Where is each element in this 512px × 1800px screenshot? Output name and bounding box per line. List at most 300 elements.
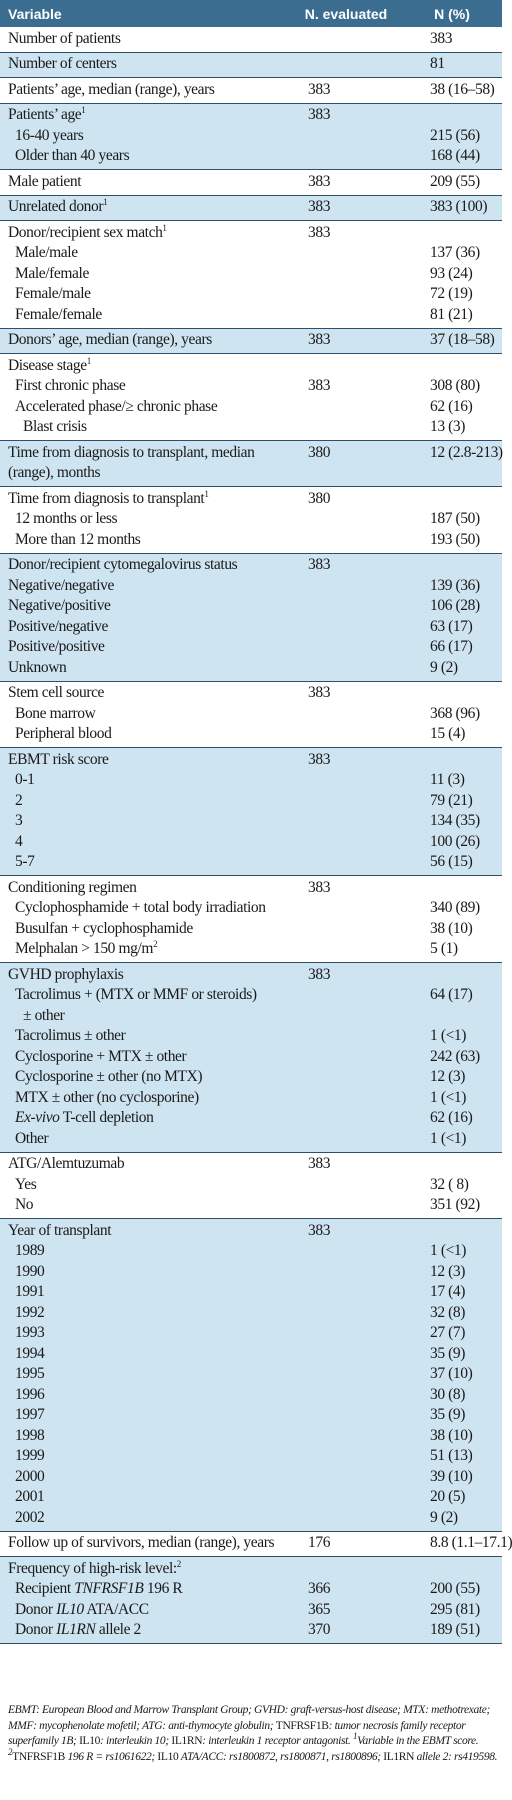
table-row — [0, 1487, 502, 1508]
footnote-marker: 1 — [86, 355, 91, 366]
row-n-evaluated — [304, 530, 388, 554]
table-row — [0, 637, 502, 658]
row-label-italic: TNFRSF1B — [74, 1580, 144, 1597]
table-row — [0, 103, 502, 126]
row-n-evaluated — [304, 1467, 388, 1488]
row-n-percent: 37 (10) — [388, 1364, 502, 1385]
row-n-percent: 139 (36) — [388, 576, 502, 597]
table-row — [0, 417, 502, 441]
row-label: Male patient — [8, 172, 82, 190]
row-n-evaluated — [304, 1487, 388, 1508]
row-n-percent: 383 (100) — [388, 195, 502, 221]
row-label: Number of centers — [8, 55, 117, 72]
row-n-percent: 351 (92) — [430, 1196, 480, 1213]
row-variable — [0, 1446, 304, 1467]
table-row — [0, 704, 502, 725]
row-n-evaluated — [304, 146, 388, 170]
row-label: 1991 — [15, 1283, 45, 1300]
row-label: Time from diagnosis to transplant, median — [8, 443, 255, 461]
row-variable — [0, 243, 304, 264]
row-label: Unknown — [8, 658, 67, 676]
table-row — [0, 243, 502, 264]
row-label: 1993 — [15, 1324, 45, 1341]
row-n-percent: 215 (56) — [388, 126, 502, 147]
row-label: Year of transplant — [8, 1221, 112, 1239]
row-label: Number of patients — [8, 29, 121, 47]
table-row — [0, 441, 502, 464]
row-n-percent: 64 (17) — [388, 985, 502, 1006]
row-n-evaluated — [304, 1426, 388, 1447]
row-variable — [0, 898, 304, 919]
row-n-percent — [388, 1557, 502, 1580]
row-n-percent: 37 (18–58) — [388, 328, 502, 354]
row-n-evaluated — [304, 397, 388, 418]
row-variable — [0, 1219, 304, 1242]
row-n-percent: 62 (16) — [388, 1108, 502, 1129]
row-variable — [0, 1108, 304, 1129]
row-n-percent: 242 (63) — [388, 1047, 502, 1068]
row-label: 2001 — [15, 1488, 45, 1505]
row-n-percent: 368 (96) — [430, 704, 480, 722]
row-n-evaluated — [304, 354, 388, 377]
row-n-evaluated: 383 — [304, 748, 388, 771]
row-n-percent: 9 (2) — [388, 1508, 502, 1532]
table-row — [0, 264, 502, 285]
row-variable — [0, 1047, 304, 1068]
row-n-evaluated — [304, 704, 388, 725]
row-variable — [0, 441, 304, 464]
footnote-text: allele 2: rs419598. — [414, 1750, 498, 1763]
row-variable — [0, 354, 304, 377]
row-variable — [0, 637, 304, 658]
row-n-evaluated: 383 — [304, 195, 388, 221]
row-n-evaluated: 383 — [304, 170, 388, 196]
row-n-evaluated — [304, 1175, 388, 1196]
row-label: Cyclosporine ± other (no MTX) — [15, 1068, 203, 1085]
row-label: 1999 — [15, 1447, 45, 1464]
row-n-percent: 11 (3) — [388, 770, 502, 791]
row-n-evaluated — [304, 1405, 388, 1426]
table-row — [0, 770, 502, 791]
row-label-italic: IL1RN — [56, 1621, 96, 1638]
row-n-percent — [388, 354, 502, 377]
row-n-percent: 38 (10) — [430, 919, 473, 937]
row-variable — [0, 658, 304, 682]
row-n-evaluated: 380 — [304, 441, 388, 464]
row-label: Melphalan > 150 mg/m — [15, 940, 154, 957]
row-label: Patients’ age — [8, 106, 82, 123]
row-n-percent: 30 (8) — [388, 1385, 502, 1406]
table-row — [0, 221, 502, 244]
row-n-percent: 106 (28) — [388, 596, 502, 617]
row-n-evaluated — [304, 264, 388, 285]
row-label: Busulfan + cyclophosphamide — [15, 919, 193, 937]
row-variable — [0, 195, 304, 221]
row-n-evaluated — [304, 1344, 388, 1365]
footnote-marker: 2 — [176, 1558, 181, 1569]
row-n-percent: 308 (80) — [430, 377, 480, 394]
row-variable — [0, 284, 304, 305]
row-n-evaluated — [304, 1129, 388, 1153]
row-label: More than 12 months — [15, 530, 141, 548]
row-variable — [0, 1508, 304, 1532]
row-n-percent: 20 (5) — [388, 1487, 502, 1508]
table-row — [0, 1446, 502, 1467]
row-variable — [0, 770, 304, 791]
row-n-evaluated: 366 — [304, 1579, 388, 1600]
footnote-text: : interleukin 1 receptor antagonist. — [202, 1735, 353, 1747]
row-n-percent: 17 (4) — [388, 1282, 502, 1303]
row-n-evaluated — [304, 1241, 388, 1262]
row-n-percent: 32 ( 8) — [430, 1175, 469, 1193]
footnote-marker: 1 — [103, 196, 108, 207]
row-n-evaluated — [304, 463, 388, 487]
row-label: 196 R — [143, 1580, 183, 1597]
row-variable — [0, 1385, 304, 1406]
row-variable — [0, 530, 304, 554]
table-row — [0, 328, 502, 354]
row-label: Conditioning regimen — [8, 878, 137, 896]
row-n-evaluated — [304, 1067, 388, 1088]
table-row — [0, 1579, 502, 1600]
table-row — [0, 284, 502, 305]
row-n-percent: 81 — [388, 52, 502, 78]
row-n-percent: 35 (9) — [388, 1344, 502, 1365]
row-n-percent: 72 (19) — [430, 285, 473, 302]
row-label: Stem cell source — [8, 684, 105, 701]
row-label: Unrelated donor — [8, 198, 104, 215]
row-variable — [0, 1467, 304, 1488]
row-variable — [0, 1405, 304, 1426]
row-n-evaluated — [304, 596, 388, 617]
row-variable — [0, 1195, 304, 1219]
row-n-evaluated: 383 — [304, 553, 388, 576]
row-label: Female/female — [15, 305, 102, 323]
row-n-percent — [388, 1152, 502, 1175]
row-n-percent: 187 (50) — [430, 510, 480, 527]
row-variable — [0, 1088, 304, 1109]
table-row — [0, 1067, 502, 1088]
row-variable — [0, 963, 304, 986]
row-n-evaluated: 383 — [304, 1152, 388, 1175]
table-row — [0, 1006, 502, 1027]
row-variable — [0, 463, 304, 487]
row-n-percent: 1 (<1) — [388, 1088, 502, 1109]
table-row — [0, 463, 502, 487]
row-n-percent: 38 (16–58) — [388, 78, 502, 104]
table-row — [0, 1557, 502, 1580]
row-label: Follow up of survivors, median (range), years — [8, 1534, 275, 1551]
row-n-evaluated — [304, 126, 388, 147]
row-n-evaluated — [304, 1323, 388, 1344]
row-variable — [0, 1600, 304, 1621]
row-variable — [0, 919, 304, 940]
row-label: Peripheral blood — [15, 725, 112, 742]
row-label: ATG/Alemtuzumab — [8, 1155, 125, 1172]
row-n-evaluated — [304, 1364, 388, 1385]
row-n-percent: 63 (17) — [388, 617, 502, 638]
row-label: Male/female — [15, 264, 89, 282]
table-row — [0, 576, 502, 597]
row-n-evaluated: 383 — [304, 876, 388, 899]
row-n-evaluated — [304, 1303, 388, 1324]
row-label: Donor/recipient cytomegalovirus status — [8, 556, 238, 573]
row-n-evaluated — [304, 284, 388, 305]
row-n-evaluated — [304, 724, 388, 748]
row-n-evaluated — [304, 305, 388, 329]
row-n-evaluated — [304, 1282, 388, 1303]
row-variable — [0, 170, 304, 196]
row-variable — [0, 27, 304, 52]
row-variable — [0, 1262, 304, 1283]
row-n-evaluated — [304, 1006, 388, 1027]
row-n-evaluated — [304, 832, 388, 853]
footnote-text: 196 R = rs1061622; — [64, 1750, 158, 1763]
row-variable — [0, 1175, 304, 1196]
row-label: Tacrolimus ± other — [15, 1027, 126, 1044]
row-n-percent: 27 (7) — [388, 1323, 502, 1344]
row-label: allele 2 — [95, 1621, 141, 1638]
table-row — [0, 1129, 502, 1153]
table-row — [0, 939, 502, 963]
footnote-text: Variable in the EBMT score. — [357, 1735, 479, 1747]
row-n-percent: 200 (55) — [388, 1579, 502, 1600]
row-n-evaluated — [304, 852, 388, 876]
row-n-percent: 100 (26) — [388, 832, 502, 853]
table-row — [0, 1088, 502, 1109]
table-row — [0, 195, 502, 221]
row-label: 2 — [15, 791, 23, 809]
row-label: 12 months or less — [15, 510, 118, 527]
row-label: Accelerated phase/≥ chronic phase — [15, 397, 218, 415]
row-n-percent: 13 (3) — [430, 418, 466, 435]
row-n-evaluated — [304, 939, 388, 963]
row-n-percent: 1 (<1) — [388, 1241, 502, 1262]
table-row — [0, 852, 502, 876]
row-n-percent: 35 (9) — [388, 1405, 502, 1426]
row-n-percent — [388, 103, 502, 126]
row-variable — [0, 126, 304, 147]
row-variable — [0, 1620, 304, 1644]
row-label: 1996 — [15, 1385, 45, 1403]
row-label: 0-1 — [15, 771, 35, 788]
row-variable — [0, 103, 304, 126]
row-variable — [0, 1129, 304, 1153]
footnote-text: : tumor necrosis family receptor superfamily 1B; — [8, 1719, 466, 1747]
row-n-evaluated — [304, 243, 388, 264]
row-label: Cyclosporine + MTX ± other — [15, 1047, 187, 1065]
row-n-percent — [388, 1219, 502, 1242]
row-variable — [0, 1344, 304, 1365]
row-n-evaluated — [304, 576, 388, 597]
row-label: Frequency of high-risk level: — [8, 1559, 177, 1577]
row-n-evaluated: 383 — [304, 681, 388, 704]
row-n-percent: 66 (17) — [388, 637, 502, 658]
row-variable — [0, 681, 304, 704]
row-variable — [0, 939, 304, 963]
row-n-percent — [388, 963, 502, 986]
table-row — [0, 78, 502, 104]
table-row — [0, 27, 502, 52]
row-n-percent: 62 (16) — [430, 397, 473, 415]
row-label: 1990 — [15, 1262, 45, 1280]
footnote-gene: IL1RN — [171, 1735, 203, 1747]
row-label: 1992 — [15, 1303, 45, 1321]
row-n-percent: 134 (35) — [388, 811, 502, 832]
footnote-text: : interleukin 10; — [100, 1735, 172, 1747]
row-n-percent: 51 (13) — [388, 1446, 502, 1467]
row-variable — [0, 52, 304, 78]
row-n-evaluated — [304, 52, 388, 78]
row-label: Donors’ age, median (range), years — [8, 331, 212, 348]
row-n-percent — [388, 487, 502, 510]
table-row — [0, 1620, 502, 1644]
row-n-evaluated: 370 — [304, 1620, 388, 1644]
row-variable — [0, 791, 304, 812]
footnote-marker: 1 — [81, 104, 86, 115]
row-n-percent: 12 (2.8-213) — [388, 441, 502, 464]
row-label: 1989 — [15, 1242, 45, 1259]
row-n-percent: 9 (2) — [388, 658, 502, 682]
row-n-evaluated — [304, 898, 388, 919]
footnote-gene: TNFRSF1B — [275, 1719, 329, 1732]
row-n-percent: 79 (21) — [388, 791, 502, 812]
table-row — [0, 1219, 502, 1242]
row-variable — [0, 221, 304, 244]
row-n-evaluated — [304, 1195, 388, 1219]
row-variable — [0, 1067, 304, 1088]
row-variable — [0, 1364, 304, 1385]
row-n-evaluated — [304, 1385, 388, 1406]
row-variable — [0, 724, 304, 748]
row-variable — [0, 264, 304, 285]
row-n-evaluated: 365 — [304, 1600, 388, 1621]
row-n-evaluated — [304, 1508, 388, 1532]
row-variable — [0, 1241, 304, 1262]
table-row — [0, 170, 502, 196]
header-n-evaluated: N. evaluated — [304, 0, 388, 27]
table-footnote — [8, 1703, 502, 1765]
row-n-evaluated: 383 — [304, 1219, 388, 1242]
header-n-percent: N (%) — [388, 0, 502, 27]
footnote-marker: 1 — [162, 222, 167, 233]
table-row — [0, 1241, 502, 1262]
table-row — [0, 724, 502, 748]
row-variable — [0, 1006, 304, 1027]
table-row — [0, 52, 502, 78]
table-row — [0, 1600, 502, 1621]
row-variable — [0, 1152, 304, 1175]
row-n-evaluated — [304, 1047, 388, 1068]
row-label: 2000 — [15, 1467, 45, 1485]
table-row — [0, 898, 502, 919]
row-label: ± other — [23, 1006, 65, 1024]
row-label: Negative/negative — [8, 576, 114, 594]
footnote-marker: 2 — [8, 1746, 13, 1757]
footnote-gene: TNFRSF1B — [12, 1750, 65, 1763]
row-n-evaluated: 383 — [304, 78, 388, 104]
row-n-evaluated — [304, 791, 388, 812]
table-row — [0, 1531, 502, 1557]
row-n-evaluated — [304, 509, 388, 530]
row-variable — [0, 1426, 304, 1447]
row-n-evaluated — [304, 811, 388, 832]
row-variable — [0, 305, 304, 329]
row-n-evaluated — [304, 770, 388, 791]
row-variable — [0, 487, 304, 510]
row-label: GVHD prophylaxis — [8, 965, 124, 983]
footnote-marker: 2 — [153, 938, 158, 949]
row-n-evaluated: 383 — [308, 377, 331, 394]
row-n-percent — [388, 221, 502, 244]
row-n-evaluated: 176 — [304, 1531, 388, 1557]
row-n-evaluated: 383 — [304, 103, 388, 126]
row-label: Male/male — [15, 244, 78, 261]
table-row — [0, 553, 502, 576]
row-label: Disease stage — [8, 356, 87, 374]
row-variable — [0, 852, 304, 876]
footnote-gene: IL1RN — [383, 1750, 415, 1763]
row-n-evaluated — [304, 1088, 388, 1109]
row-variable — [0, 328, 304, 354]
table-row — [0, 1026, 502, 1047]
table-row — [0, 876, 502, 899]
row-variable — [0, 617, 304, 638]
row-label: 1997 — [15, 1406, 45, 1423]
row-label: 16-40 years — [15, 126, 84, 144]
row-label: ATA/ACC — [83, 1600, 149, 1618]
row-n-evaluated: 380 — [304, 487, 388, 510]
table-row — [0, 617, 502, 638]
table-row — [0, 1195, 502, 1219]
table-row — [0, 1426, 502, 1447]
row-n-percent: 1 (<1) — [388, 1129, 502, 1153]
row-n-evaluated — [304, 1557, 388, 1580]
table-row — [0, 791, 502, 812]
row-n-percent: 8.8 (1.1–17.1) — [388, 1531, 502, 1557]
row-n-percent: 5 (1) — [430, 940, 458, 957]
row-label: Donor/recipient sex match — [8, 223, 163, 241]
row-n-percent: 38 (10) — [388, 1426, 502, 1447]
row-n-percent: 12 (3) — [388, 1067, 502, 1088]
row-n-evaluated: 383 — [304, 963, 388, 986]
row-label: Blast crisis — [23, 418, 87, 435]
row-variable — [0, 509, 304, 530]
footnote-gene: IL10 — [157, 1750, 179, 1763]
row-label: T-cell depletion — [62, 1109, 154, 1126]
row-variable — [0, 876, 304, 899]
row-variable — [0, 146, 304, 170]
row-n-percent: 137 (36) — [430, 244, 480, 261]
table-row — [0, 1152, 502, 1175]
row-label: MTX ± other (no cyclosporine) — [15, 1088, 199, 1106]
row-n-percent — [388, 748, 502, 771]
row-n-evaluated — [304, 985, 388, 1006]
footnote-gene: IL10 — [79, 1735, 101, 1747]
table-row — [0, 354, 502, 377]
row-n-evaluated — [304, 637, 388, 658]
table-row — [0, 305, 502, 329]
row-n-evaluated: 383 — [304, 221, 388, 244]
table-row — [0, 1385, 502, 1406]
row-label: No — [15, 1196, 34, 1213]
table-row — [0, 748, 502, 771]
row-label-prefix: Recipient — [15, 1580, 75, 1597]
row-n-evaluated — [304, 1026, 388, 1047]
row-label: 5-7 — [15, 853, 35, 870]
row-label-italic: Ex-vivo — [15, 1109, 60, 1126]
row-n-percent: 1 (<1) — [388, 1026, 502, 1047]
